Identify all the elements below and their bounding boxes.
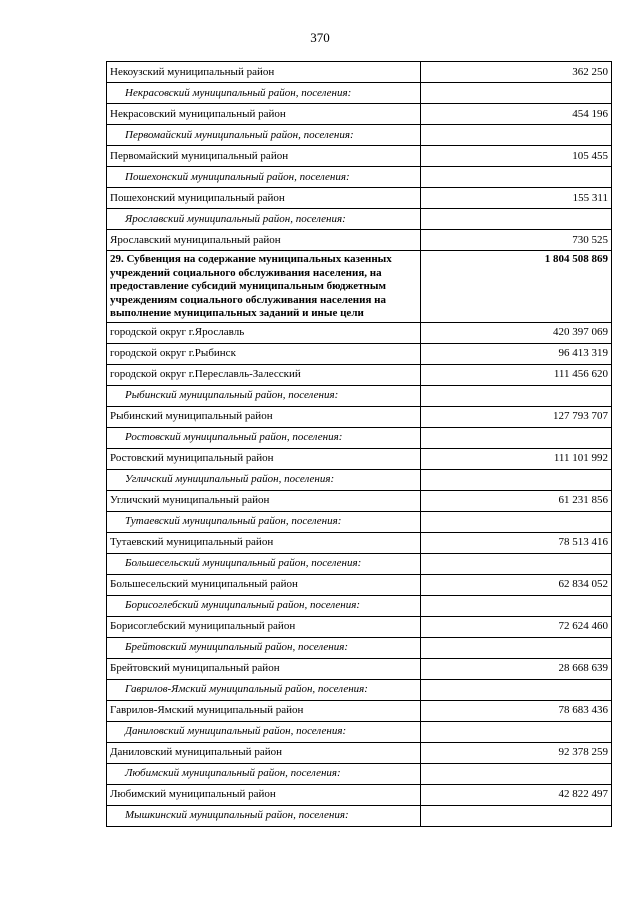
table-row-subheader <box>107 511 612 532</box>
table-row-subheader <box>107 679 612 700</box>
row-value <box>421 209 612 230</box>
row-name: Рыбинский муниципальный район <box>107 406 421 427</box>
row-value <box>421 125 612 146</box>
row-name: Тутаевский муниципальный район <box>107 532 421 553</box>
row-value <box>421 427 612 448</box>
row-value <box>421 595 612 616</box>
row-name: Даниловский муниципальный район <box>107 742 421 763</box>
row-name: городской округ г.Ярославль <box>107 322 421 343</box>
row-value: 105 455 <box>421 146 612 167</box>
section-title: 29. Субвенция на содержание муниципальных казенных учреждений социального обслуживания населения, на предоставление субсидий муниципальным бюджетным учреждениям социального обслуживания населения на выполнение муниципальных заданий и иные цели <box>107 251 421 323</box>
row-name: Некрасовский муниципальный район, поселения: <box>107 83 421 104</box>
row-value: 362 250 <box>421 62 612 83</box>
row-value: 730 525 <box>421 230 612 251</box>
page-number: 370 <box>310 30 330 45</box>
row-value: 111 456 620 <box>421 364 612 385</box>
row-name: Гаврилов-Ямский муниципальный район <box>107 700 421 721</box>
table-row <box>107 616 612 637</box>
row-value <box>421 805 612 826</box>
table-row <box>107 146 612 167</box>
row-name: Угличский муниципальный район, поселения: <box>107 469 421 490</box>
row-name: Некрасовский муниципальный район <box>107 104 421 125</box>
table-row-subheader <box>107 763 612 784</box>
table-row-subheader <box>107 637 612 658</box>
section-total: 1 804 508 869 <box>421 251 612 323</box>
row-value <box>421 763 612 784</box>
row-name: Угличский муниципальный район <box>107 490 421 511</box>
row-value <box>421 469 612 490</box>
row-value: 78 513 416 <box>421 532 612 553</box>
table-row <box>107 322 612 343</box>
row-name: Мышкинский муниципальный район, поселения: <box>107 805 421 826</box>
row-name: Ярославский муниципальный район, поселения: <box>107 209 421 230</box>
row-value <box>421 679 612 700</box>
table-row-subheader <box>107 805 612 826</box>
table-row-subheader <box>107 595 612 616</box>
row-name: Пошехонский муниципальный район <box>107 188 421 209</box>
table-row-subheader <box>107 83 612 104</box>
row-value: 42 822 497 <box>421 784 612 805</box>
row-value <box>421 167 612 188</box>
table-row <box>107 364 612 385</box>
table-row <box>107 490 612 511</box>
row-name: Ярославский муниципальный район <box>107 230 421 251</box>
table-row-subheader <box>107 385 612 406</box>
row-name: Тутаевский муниципальный район, поселения: <box>107 511 421 532</box>
budget-table-body <box>107 62 612 827</box>
table-row <box>107 406 612 427</box>
table-row <box>107 188 612 209</box>
row-value: 62 834 052 <box>421 574 612 595</box>
table-row-subheader <box>107 209 612 230</box>
table-row <box>107 574 612 595</box>
row-value: 92 378 259 <box>421 742 612 763</box>
budget-table <box>106 61 612 827</box>
row-value: 61 231 856 <box>421 490 612 511</box>
row-value: 111 101 992 <box>421 448 612 469</box>
row-value: 28 668 639 <box>421 658 612 679</box>
row-value: 155 311 <box>421 188 612 209</box>
table-row-subheader <box>107 721 612 742</box>
row-name: Первомайский муниципальный район <box>107 146 421 167</box>
row-name: Брейтовский муниципальный район, поселения: <box>107 637 421 658</box>
row-value: 420 397 069 <box>421 322 612 343</box>
row-value: 78 683 436 <box>421 700 612 721</box>
row-name: Любимский муниципальный район, поселения: <box>107 763 421 784</box>
table-row <box>107 230 612 251</box>
row-value <box>421 553 612 574</box>
table-row <box>107 62 612 83</box>
row-name: городской округ г.Рыбинск <box>107 343 421 364</box>
row-name: Борисоглебский муниципальный район, поселения: <box>107 595 421 616</box>
row-value: 96 413 319 <box>421 343 612 364</box>
row-value <box>421 511 612 532</box>
table-row <box>107 448 612 469</box>
table-row-subheader <box>107 427 612 448</box>
table-row <box>107 343 612 364</box>
row-name: Большесельский муниципальный район, поселения: <box>107 553 421 574</box>
section-header-row <box>107 251 612 323</box>
row-name: Даниловский муниципальный район, поселения: <box>107 721 421 742</box>
row-name: Ростовский муниципальный район <box>107 448 421 469</box>
table-row-subheader <box>107 167 612 188</box>
row-name: Рыбинский муниципальный район, поселения: <box>107 385 421 406</box>
table-row <box>107 104 612 125</box>
row-name: Ростовский муниципальный район, поселения: <box>107 427 421 448</box>
row-value: 127 793 707 <box>421 406 612 427</box>
table-row <box>107 532 612 553</box>
row-name: городской округ г.Переславль-Залесский <box>107 364 421 385</box>
table-row <box>107 700 612 721</box>
row-name: Любимский муниципальный район <box>107 784 421 805</box>
row-value <box>421 385 612 406</box>
row-value <box>421 637 612 658</box>
row-name: Борисоглебский муниципальный район <box>107 616 421 637</box>
row-name: Брейтовский муниципальный район <box>107 658 421 679</box>
table-row <box>107 658 612 679</box>
row-value: 72 624 460 <box>421 616 612 637</box>
row-name: Некоузский муниципальный район <box>107 62 421 83</box>
row-name: Гаврилов-Ямский муниципальный район, поселения: <box>107 679 421 700</box>
table-row-subheader <box>107 469 612 490</box>
row-name: Первомайский муниципальный район, поселения: <box>107 125 421 146</box>
row-name: Пошехонский муниципальный район, поселения: <box>107 167 421 188</box>
row-value <box>421 721 612 742</box>
table-row <box>107 784 612 805</box>
table-row-subheader <box>107 125 612 146</box>
row-value <box>421 83 612 104</box>
row-value: 454 196 <box>421 104 612 125</box>
table-row <box>107 742 612 763</box>
row-name: Большесельский муниципальный район <box>107 574 421 595</box>
table-row-subheader <box>107 553 612 574</box>
